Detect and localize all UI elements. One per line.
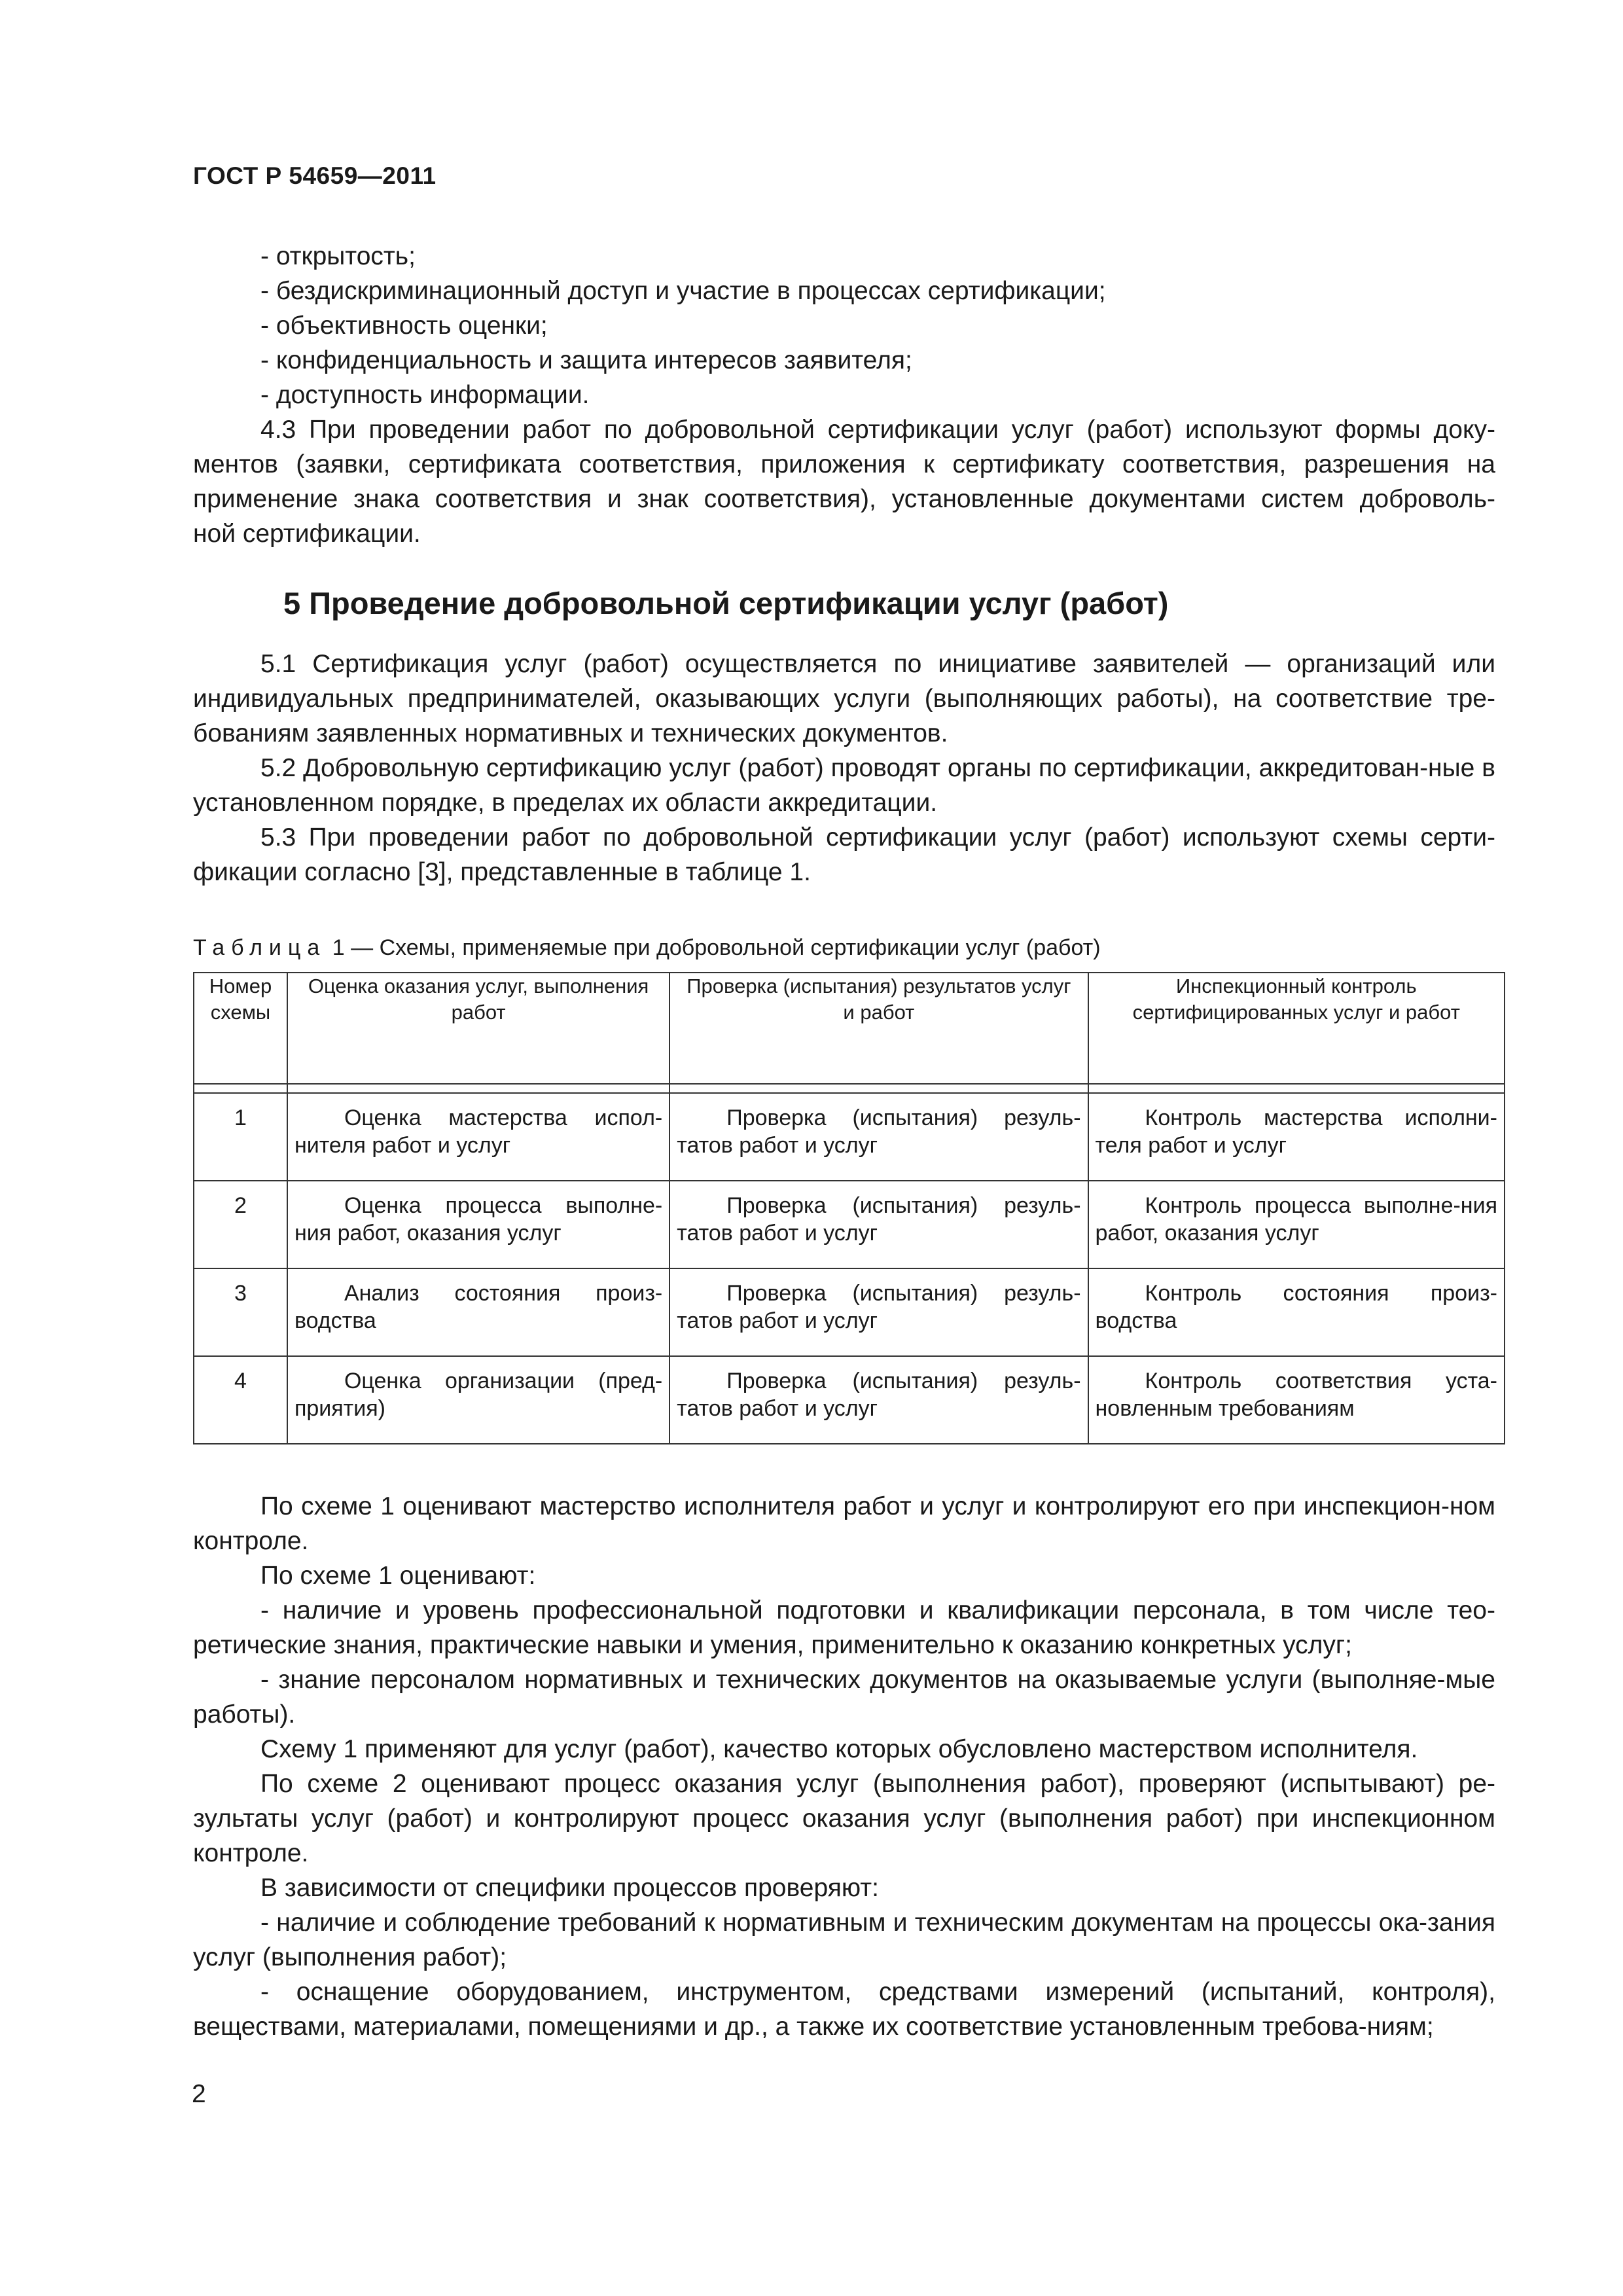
paragraph-5-3: 5.3 При проведении работ по добровольной сертификации услуг (работ) используют схемы серти-фикации согласно [3], представленные в таблице 1. xyxy=(193,823,1495,886)
table-cell: Контроль процесса выполне-ния работ, оказания услуг xyxy=(1088,1181,1505,1268)
paragraph-line: ментов (заявки, сертификата соответствия, приложения к сертификату соответствия, разрешения на xyxy=(193,450,1495,478)
spacer-cell xyxy=(669,1084,1088,1093)
table-caption-text: 1 — Схемы, применяемые при добровольной сертификации услуг (работ) xyxy=(332,935,1101,960)
list-item: - знание персоналом нормативных и технических документов на оказываемые услуги (выполняе-мые работы). xyxy=(193,1666,1495,1729)
scheme-number-cell: 2 xyxy=(194,1181,287,1268)
table-cell: Анализ состояния произ-водства xyxy=(287,1268,669,1356)
column-header: Проверка (испытания) результатов услуг и работ xyxy=(669,973,1088,1084)
table-caption xyxy=(193,934,1495,961)
paragraph-line: применение знака соответствия и знак соответствия), установленные документами систем доброволь- xyxy=(193,485,1495,513)
column-header: Оценка оказания услуг, выполнения работ xyxy=(287,973,669,1084)
spacer-cell xyxy=(287,1084,669,1093)
paragraph-line: ной сертификации. xyxy=(193,520,421,548)
column-header: Инспекционный контроль сертифицированных услуг и работ xyxy=(1088,973,1505,1084)
column-header: Номер схемы xyxy=(194,973,287,1084)
paragraph-4-3 xyxy=(193,412,1495,551)
table-header-row xyxy=(194,973,1505,1084)
paragraph: По схеме 2 оценивают процесс оказания услуг (выполнения работ), проверяют (испытывают) ре-зультаты услуг (работ) и контролируют процесс оказания услуг (выполнения работ) при инспекционном контроле. xyxy=(193,1770,1495,1867)
spacer-cell xyxy=(194,1084,287,1093)
list-item: - открытость; xyxy=(260,242,416,270)
table-spacer-row xyxy=(194,1084,1505,1093)
table-cell: Контроль соответствия уста-новленным требованиям xyxy=(1088,1356,1505,1444)
paragraph: По схеме 1 оценивают мастерство исполнителя работ и услуг и контролируют его при инспекцион-ном контроле. xyxy=(193,1492,1495,1555)
list-item: - бездискриминационный доступ и участие в процессах сертификации; xyxy=(260,277,1106,305)
scheme-number-cell: 4 xyxy=(194,1356,287,1444)
table-row xyxy=(194,1268,1505,1356)
table-cell: Контроль мастерства исполни-теля работ и услуг xyxy=(1088,1093,1505,1181)
table-row xyxy=(194,1356,1505,1444)
table-row xyxy=(194,1093,1505,1181)
paragraph: В зависимости от специфики процессов проверяют: xyxy=(260,1874,879,1902)
table-caption-prefix: Таблица xyxy=(193,935,327,960)
scheme-number-cell: 1 xyxy=(194,1093,287,1181)
spacer-cell xyxy=(1088,1084,1505,1093)
after-table-text xyxy=(193,1489,1495,2044)
paragraph-line: 4.3 При проведении работ по добровольной сертификации услуг (работ) используют формы доку- xyxy=(260,416,1495,444)
table-cell: Оценка процесса выполне-ния работ, оказания услуг xyxy=(287,1181,669,1268)
list-item: - наличие и уровень профессиональной подготовки и квалификации персонала, в том числе тео-ретические знания, практические навыки и умения, применительно к оказанию конкретных услуг; xyxy=(193,1596,1495,1659)
table-cell: Проверка (испытания) резуль-татов работ и услуг xyxy=(669,1093,1088,1181)
section-title: 5 Проведение добровольной сертификации услуг (работ) xyxy=(283,586,1169,620)
list-item: - оснащение оборудованием, инструментом, средствами измерений (испытаний, контроля), веществами, материалами, помещениями и др., а также их соответствие установленным требова-ниям; xyxy=(193,1978,1495,2041)
table-cell: Проверка (испытания) резуль-татов работ и услуг xyxy=(669,1268,1088,1356)
scheme-number-cell: 3 xyxy=(194,1268,287,1356)
paragraph: По схеме 1 оценивают: xyxy=(260,1562,536,1590)
list-item: - объективность оценки; xyxy=(260,312,548,340)
table-cell: Оценка организации (пред-приятия) xyxy=(287,1356,669,1444)
list-item: - конфиденциальность и защита интересов заявителя; xyxy=(260,346,912,374)
table-cell: Проверка (испытания) резуль-татов работ и услуг xyxy=(669,1181,1088,1268)
paragraph: Схему 1 применяют для услуг (работ), качество которых обусловлено мастерством исполнителя. xyxy=(260,1735,1418,1763)
list-item: - наличие и соблюдение требований к нормативным и техническим документам на процессы ока-зания услуг (выполнения работ); xyxy=(193,1909,1495,1971)
table-cell: Проверка (испытания) резуль-татов работ и услуг xyxy=(669,1356,1088,1444)
schemes-table xyxy=(193,972,1505,1444)
list-item: - доступность информации. xyxy=(260,381,590,409)
paragraph-5-1: 5.1 Сертификация услуг (работ) осуществляется по инициативе заявителей — организаций или индивидуальных предпринимателей, оказывающих услуги (выполняющих работы), на соответствие тре-бованиям заявленных нормативных и технических документов. xyxy=(193,650,1495,747)
table-cell: Контроль состояния произ-водства xyxy=(1088,1268,1505,1356)
table-row xyxy=(194,1181,1505,1268)
page-content xyxy=(193,239,1495,2044)
table-cell: Оценка мастерства испол-нителя работ и услуг xyxy=(287,1093,669,1181)
paragraph-5-2: 5.2 Добровольную сертификацию услуг (работ) проводят органы по сертификации, аккредитован-ные в установленном порядке, в пределах их области аккредитации. xyxy=(193,754,1495,817)
document-header: ГОСТ Р 54659—2011 xyxy=(193,162,437,189)
page-number: 2 xyxy=(192,2080,206,2108)
